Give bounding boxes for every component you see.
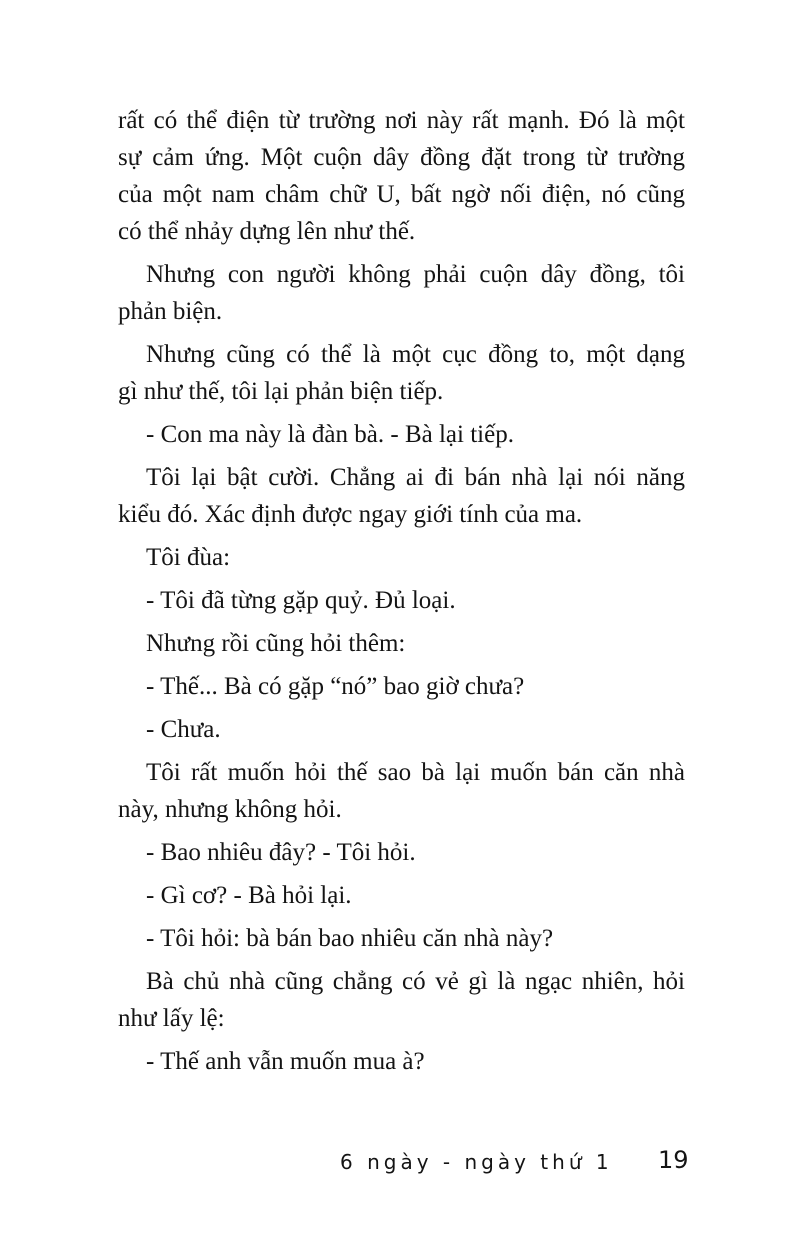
paragraph <box>118 102 685 250</box>
paragraph <box>118 877 685 914</box>
paragraph <box>118 920 685 957</box>
text-line: rất có thể điện từ trường nơi này rất mạnh. Đó là một <box>118 107 685 134</box>
text-line: - Tôi đã từng gặp quỷ. Đủ loại. <box>146 587 456 614</box>
page-number: 19 <box>658 1146 689 1174</box>
text-line: có thể nhảy dựng lên như thế. <box>118 218 416 245</box>
text-line: - Thế anh vẫn muốn mua à? <box>146 1048 425 1075</box>
text-line: Nhưng con người không phải cuộn dây đồng, tôi <box>146 261 685 288</box>
text-line: của một nam châm chữ U, bất ngờ nối điện, nó cũng <box>118 181 685 208</box>
text-line: - Tôi hỏi: bà bán bao nhiêu căn nhà này? <box>146 925 554 952</box>
paragraph <box>118 582 685 619</box>
text-line: Tôi lại bật cười. Chẳng ai đi bán nhà lại nói năng <box>146 464 685 491</box>
paragraph <box>118 256 685 330</box>
text-line: - Con ma này là đàn bà. - Bà lại tiếp. <box>146 421 514 448</box>
paragraph <box>118 834 685 871</box>
text-line: Tôi rất muốn hỏi thế sao bà lại muốn bán căn nhà <box>146 759 685 786</box>
running-footer-title: 6 ngày - ngày thứ 1 <box>340 1150 613 1174</box>
body-text <box>118 102 685 1086</box>
text-line: Nhưng rồi cũng hỏi thêm: <box>146 630 406 657</box>
text-line: kiểu đó. Xác định được ngay giới tính của ma. <box>118 501 583 528</box>
paragraph <box>118 336 685 410</box>
text-line: sự cảm ứng. Một cuộn dây đồng đặt trong từ trường <box>118 144 685 171</box>
text-line: - Gì cơ? - Bà hỏi lại. <box>146 882 352 909</box>
text-line: gì như thế, tôi lại phản biện tiếp. <box>118 378 444 405</box>
text-line: Tôi đùa: <box>146 544 231 571</box>
text-line: Bà chủ nhà cũng chẳng có vẻ gì là ngạc nhiên, hỏi <box>146 968 685 995</box>
text-line: Nhưng cũng có thể là một cục đồng to, một dạng <box>146 341 685 368</box>
paragraph <box>118 963 685 1037</box>
text-line: như lấy lệ: <box>118 1005 225 1032</box>
paragraph <box>118 1043 685 1080</box>
paragraph <box>118 539 685 576</box>
text-line: - Chưa. <box>146 716 221 743</box>
paragraph <box>118 459 685 533</box>
paragraph <box>118 754 685 828</box>
paragraph <box>118 668 685 705</box>
paragraph <box>118 416 685 453</box>
text-line: này, nhưng không hỏi. <box>118 796 342 823</box>
text-line: - Bao nhiêu đây? - Tôi hỏi. <box>146 839 416 866</box>
text-line: phản biện. <box>118 298 223 325</box>
paragraph <box>118 711 685 748</box>
paragraph <box>118 625 685 662</box>
text-line: - Thế... Bà có gặp “nó” bao giờ chưa? <box>146 673 525 700</box>
